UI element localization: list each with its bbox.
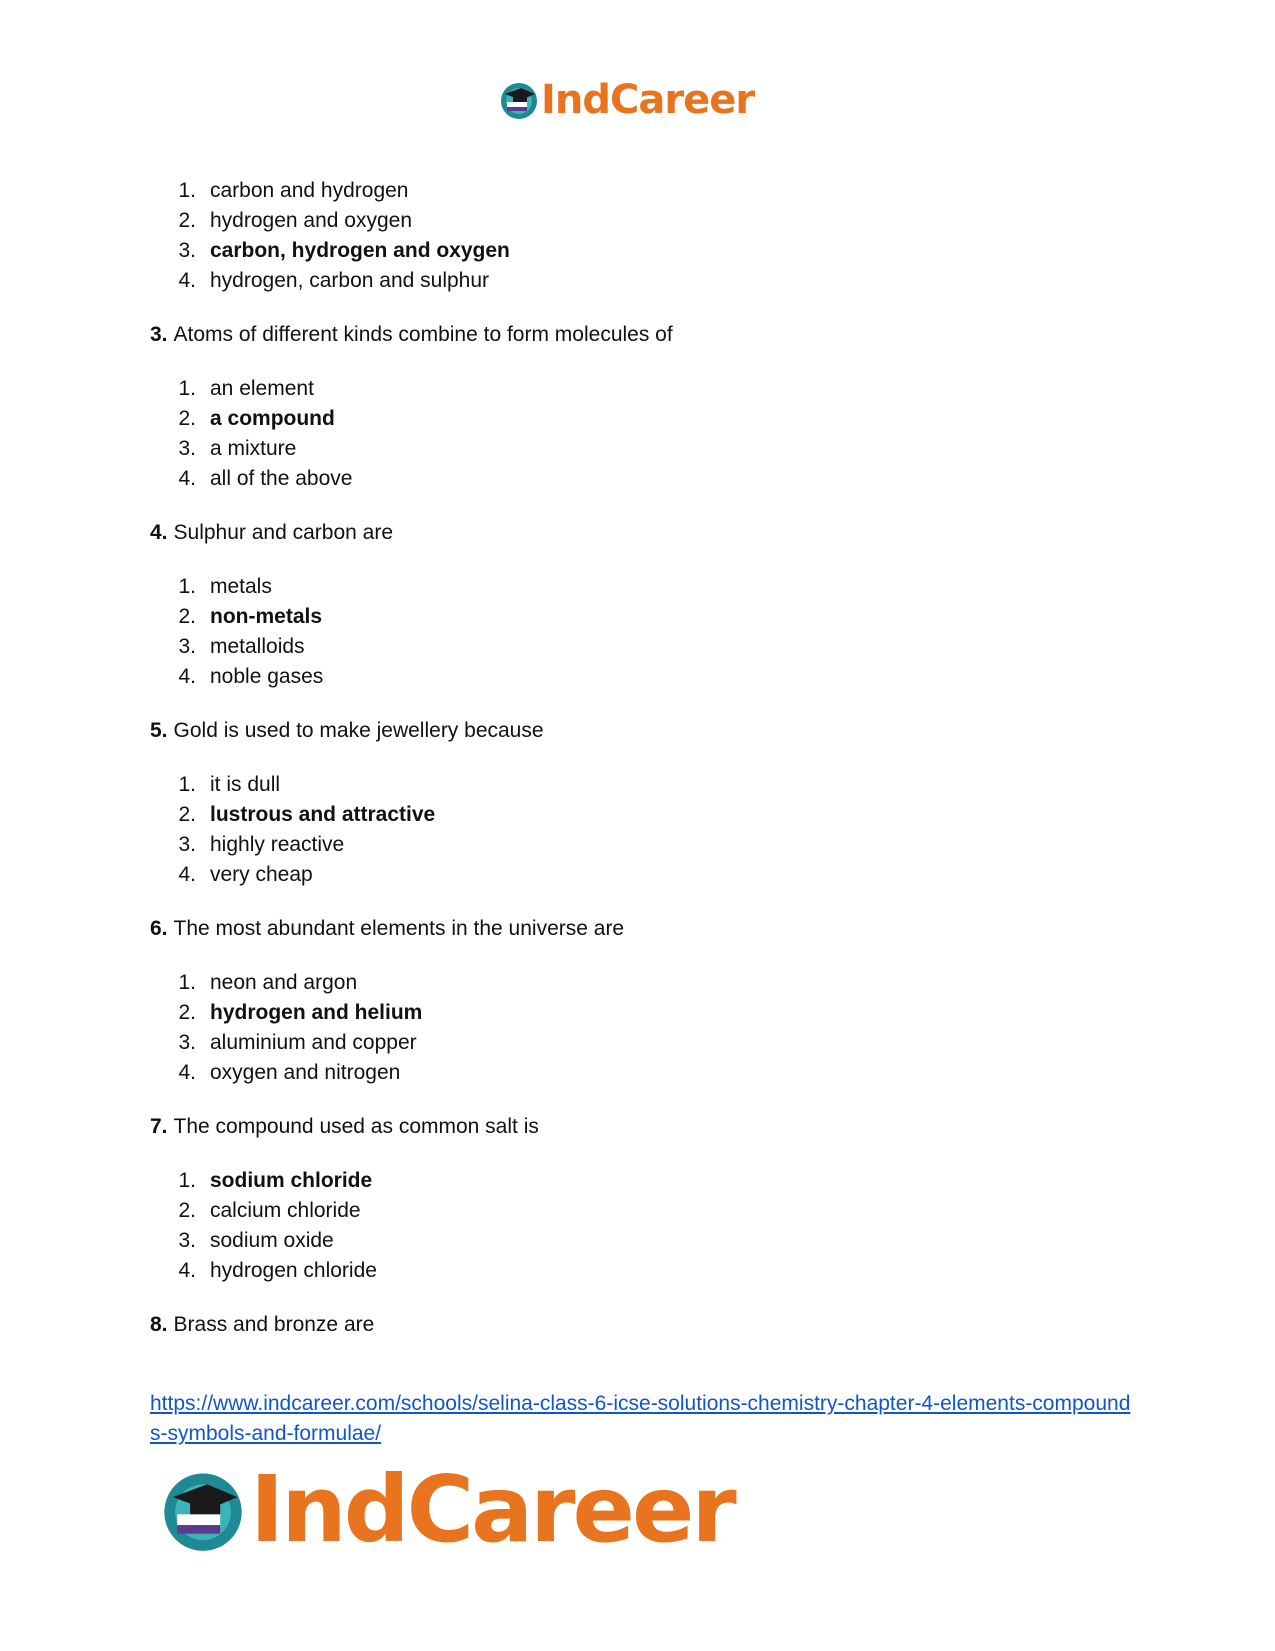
option-item [150, 464, 1130, 494]
question-number: 6. [150, 917, 168, 940]
question-text [150, 1310, 1130, 1340]
option-text: sodium oxide [210, 1229, 334, 1252]
option-number: 2. [178, 1001, 196, 1024]
option-text: an element [210, 377, 314, 400]
option-text: highly reactive [210, 833, 345, 856]
option-list [150, 770, 1130, 890]
question-stem: Atoms of different kinds combine to form molecules of [173, 323, 673, 346]
correct-answer-text: carbon, hydrogen and oxygen [210, 239, 510, 262]
brand-name: IndCareer [541, 77, 755, 123]
question-number: 5. [150, 719, 168, 742]
option-text: calcium chloride [210, 1199, 361, 1222]
document-body [150, 176, 1130, 1364]
option-item [150, 374, 1130, 404]
option-item [150, 602, 1130, 632]
option-text: a mixture [210, 437, 297, 460]
correct-answer-text: sodium chloride [210, 1169, 373, 1192]
option-number: 4. [178, 1061, 196, 1084]
source-link[interactable]: https://www.indcareer.com/schools/selina-class-6-icse-solutions-chemistry-chapter-4-elements-compounds-symbols-and-formulae/ [150, 1392, 1131, 1445]
option-number: 4. [178, 863, 196, 886]
option-number: 3. [178, 437, 196, 460]
option-item [150, 266, 1130, 296]
option-number: 4. [178, 269, 196, 292]
header-logo [499, 77, 755, 123]
option-item [150, 860, 1130, 890]
question-number: 4. [150, 521, 168, 544]
question-text [150, 320, 1130, 350]
question-stem: Brass and bronze are [173, 1313, 375, 1336]
option-number: 4. [178, 665, 196, 688]
question-stem: The compound used as common salt is [173, 1115, 539, 1138]
option-text: very cheap [210, 863, 313, 886]
option-text: hydrogen and oxygen [210, 209, 412, 232]
option-number: 2. [178, 605, 196, 628]
question-stem: Gold is used to make jewellery because [173, 719, 544, 742]
question-number: 3. [150, 323, 168, 346]
option-item [150, 800, 1130, 830]
option-item [150, 1028, 1130, 1058]
option-text: aluminium and copper [210, 1031, 417, 1054]
question-number: 7. [150, 1115, 168, 1138]
question-number: 8. [150, 1313, 168, 1336]
option-number: 2. [178, 803, 196, 826]
question-text [150, 518, 1130, 548]
option-list [150, 572, 1130, 692]
option-item [150, 236, 1130, 266]
option-number: 2. [178, 209, 196, 232]
option-number: 3. [178, 1031, 196, 1054]
question-stem: Sulphur and carbon are [173, 521, 394, 544]
correct-answer-text: a compound [210, 407, 335, 430]
option-text: neon and argon [210, 971, 358, 994]
brand-name: IndCareer [250, 1456, 734, 1563]
option-list [150, 176, 1130, 296]
option-item [150, 1058, 1130, 1088]
option-list [150, 1166, 1130, 1286]
option-number: 1. [178, 1169, 196, 1192]
option-number: 1. [178, 575, 196, 598]
option-text: carbon and hydrogen [210, 179, 409, 202]
option-text: metalloids [210, 635, 305, 658]
option-number: 1. [178, 377, 196, 400]
option-item [150, 830, 1130, 860]
option-item [150, 404, 1130, 434]
option-number: 4. [178, 467, 196, 490]
option-item [150, 632, 1130, 662]
option-text: hydrogen, carbon and sulphur [210, 269, 490, 292]
option-item [150, 998, 1130, 1028]
option-number: 1. [178, 773, 196, 796]
option-number: 2. [178, 1199, 196, 1222]
option-number: 2. [178, 407, 196, 430]
option-item [150, 1256, 1130, 1286]
correct-answer-text: non-metals [210, 605, 323, 628]
option-text: metals [210, 575, 272, 598]
graduation-globe-icon [499, 80, 539, 120]
question-text [150, 914, 1130, 944]
option-item [150, 176, 1130, 206]
option-item [150, 434, 1130, 464]
footer-logo [160, 1456, 734, 1563]
option-item [150, 1166, 1130, 1196]
correct-answer-text: lustrous and attractive [210, 803, 436, 826]
option-text: hydrogen chloride [210, 1259, 377, 1282]
option-number: 3. [178, 239, 196, 262]
option-list [150, 968, 1130, 1088]
option-number: 3. [178, 833, 196, 856]
option-item [150, 1196, 1130, 1226]
option-text: it is dull [210, 773, 281, 796]
option-number: 1. [178, 179, 196, 202]
option-item [150, 662, 1130, 692]
option-item [150, 1226, 1130, 1256]
option-item [150, 572, 1130, 602]
option-text: oxygen and nitrogen [210, 1061, 401, 1084]
option-item [150, 968, 1130, 998]
option-number: 3. [178, 635, 196, 658]
question-stem: The most abundant elements in the universe are [173, 917, 625, 940]
option-number: 4. [178, 1259, 196, 1282]
option-list [150, 374, 1130, 494]
correct-answer-text: hydrogen and helium [210, 1001, 423, 1024]
option-text: noble gases [210, 665, 324, 688]
option-item [150, 770, 1130, 800]
graduation-globe-icon [160, 1467, 246, 1553]
option-number: 1. [178, 971, 196, 994]
option-text: all of the above [210, 467, 353, 490]
question-text [150, 716, 1130, 746]
question-text [150, 1112, 1130, 1142]
option-item [150, 206, 1130, 236]
option-number: 3. [178, 1229, 196, 1252]
